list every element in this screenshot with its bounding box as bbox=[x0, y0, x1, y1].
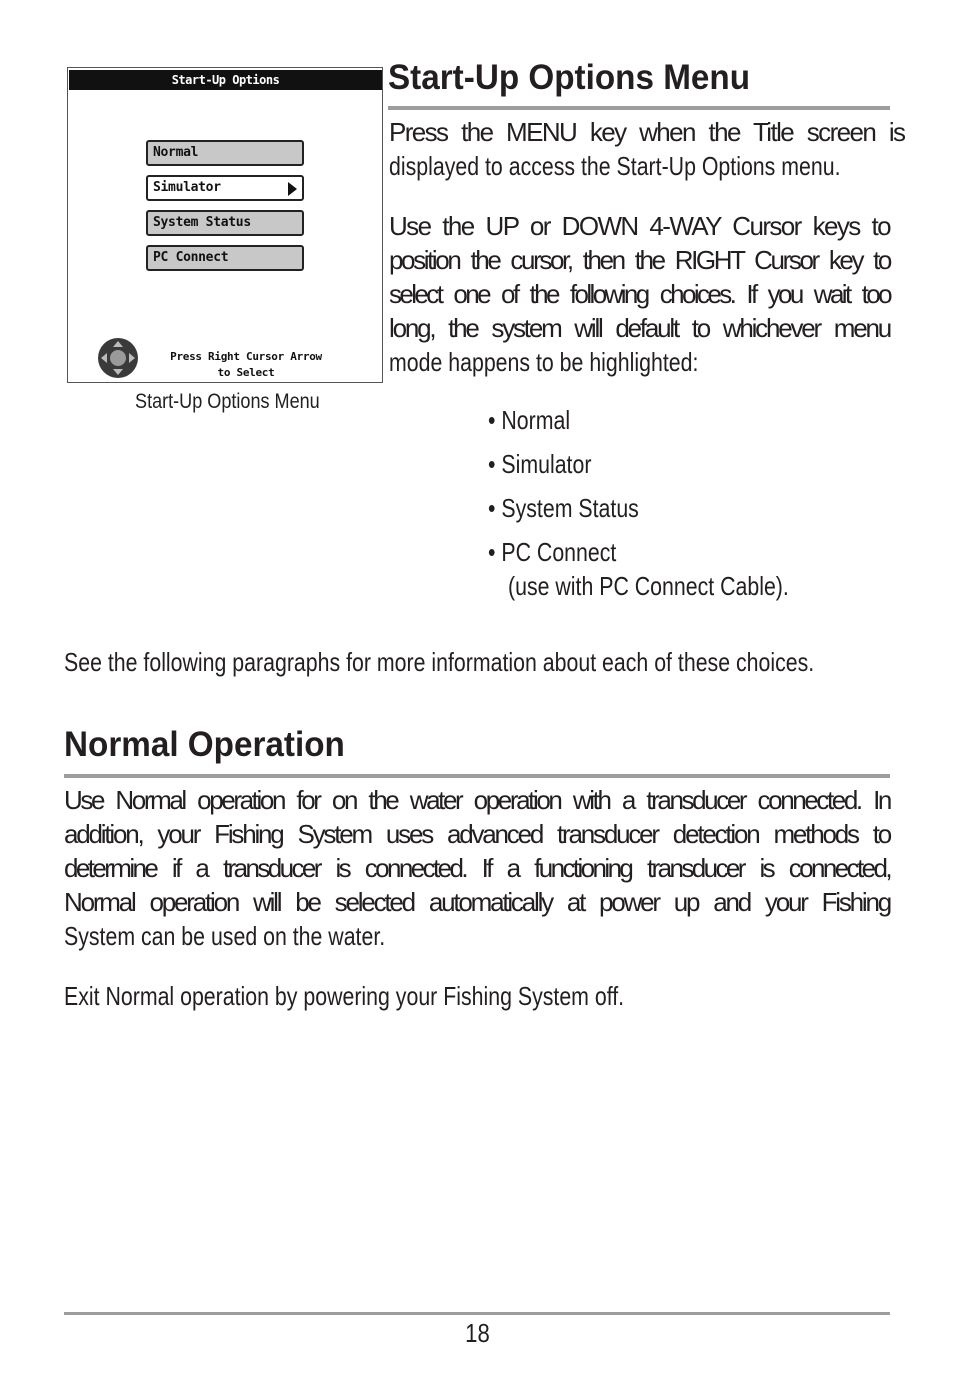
text-line: Use Normal operation for on the water operation with a transducer connected. In bbox=[64, 785, 890, 815]
hint-line-1: Press Right Cursor Arrow bbox=[170, 350, 322, 363]
screen-hint bbox=[156, 349, 336, 381]
text-line: Normal operation will be selected automatically at power up and your Fishing bbox=[64, 887, 890, 917]
list-item-note: (use with PC Connect Cable). bbox=[508, 571, 789, 601]
text-line: select one of the following choices. If you wait too bbox=[389, 279, 890, 309]
menu-item-simulator bbox=[146, 175, 304, 201]
text-line: addition, your Fishing System uses advanced transducer detection methods to bbox=[64, 819, 890, 849]
startup-options-screen-figure bbox=[67, 67, 383, 383]
section-heading-startup-options: Start-Up Options Menu bbox=[388, 58, 751, 97]
startup-choices-list bbox=[488, 403, 850, 603]
text-line: Use the UP or DOWN 4-WAY Cursor keys to bbox=[389, 211, 890, 241]
followup-paragraph: See the following paragraphs for more information about each of these choices. bbox=[64, 647, 815, 677]
list-item: • System Status bbox=[488, 493, 639, 523]
section-heading-normal-operation: Normal Operation bbox=[64, 725, 345, 764]
menu-item-normal: Normal bbox=[146, 140, 304, 166]
text-line: System can be used on the water. bbox=[64, 921, 386, 951]
cursor-pad-icon bbox=[98, 338, 138, 378]
list-item: • PC Connect bbox=[488, 537, 617, 567]
list-item: • Simulator bbox=[488, 449, 592, 479]
page-number: 18 bbox=[464, 1318, 490, 1348]
text-line: displayed to access the Start-Up Options menu. bbox=[389, 151, 841, 181]
text-line: Press the MENU key when the Title screen is bbox=[389, 117, 905, 147]
text-line: mode happens to be highlighted: bbox=[389, 347, 699, 377]
menu-item-system-status: System Status bbox=[146, 210, 304, 236]
screen-title: Start-Up Options bbox=[69, 70, 382, 90]
text-line: position the cursor, then the RIGHT Cursor key to bbox=[389, 245, 890, 275]
footer-rule bbox=[64, 1312, 890, 1315]
heading-rule bbox=[64, 774, 890, 778]
menu-item-pc-connect: PC Connect bbox=[146, 245, 304, 271]
startup-paragraph-2 bbox=[389, 209, 890, 379]
normal-operation-paragraph-2: Exit Normal operation by powering your Fishing System off. bbox=[64, 981, 625, 1011]
normal-operation-paragraph-1 bbox=[64, 783, 890, 953]
menu-item-simulator-label: Simulator bbox=[153, 180, 221, 195]
startup-paragraph-1 bbox=[389, 115, 905, 183]
text-line: long, the system will default to whichever menu bbox=[389, 313, 890, 343]
figure-caption: Start-Up Options Menu bbox=[134, 390, 320, 413]
heading-rule bbox=[388, 106, 890, 110]
hint-line-2: to Select bbox=[217, 366, 275, 379]
text-line: determine if a transducer is connected. If a functioning transducer is connected, bbox=[64, 853, 890, 883]
list-item: • Normal bbox=[488, 405, 571, 435]
right-arrow-icon bbox=[288, 182, 297, 196]
